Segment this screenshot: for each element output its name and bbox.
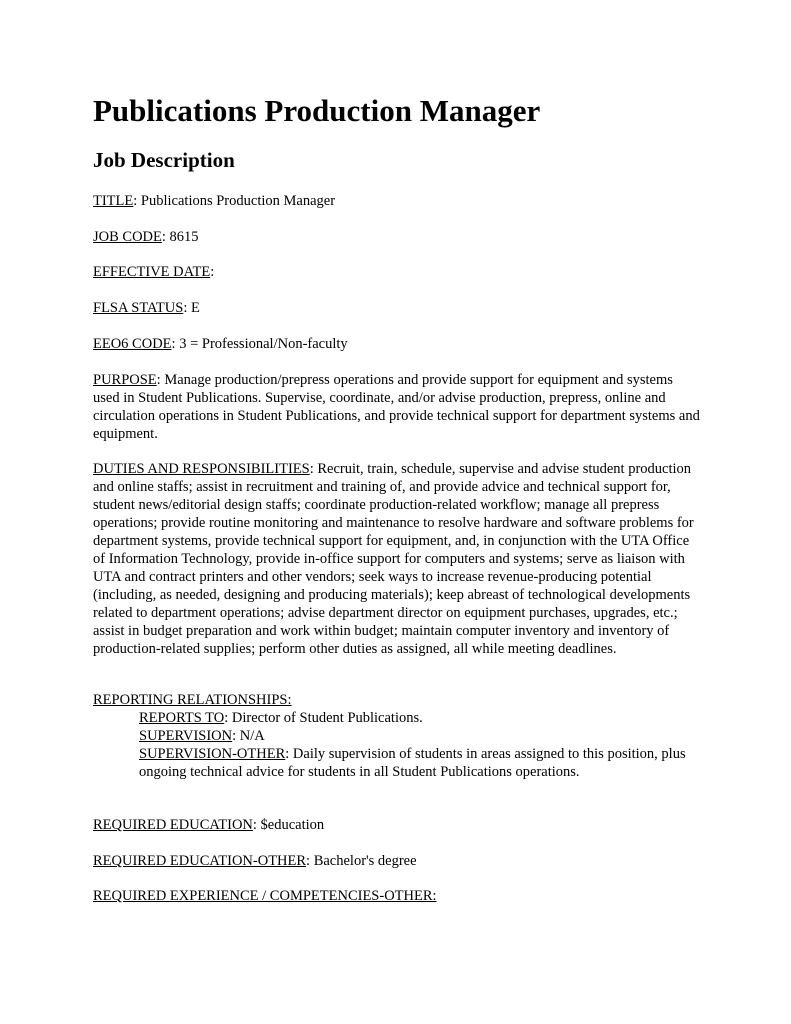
field-effective-date-value: : — [210, 264, 215, 280]
field-required-education-other-value: : Bachelor's degree — [306, 853, 417, 869]
field-required-education-value: : $education — [252, 817, 325, 833]
field-flsa-status-label: FLSA STATUS — [93, 300, 184, 316]
field-flsa-status — [93, 299, 703, 317]
field-eeo6-code — [93, 335, 703, 353]
field-title — [93, 192, 703, 210]
reporting-relationships — [93, 691, 703, 781]
supervision-other — [93, 745, 703, 781]
field-eeo6-code-value: : 3 = Professional/Non-faculty — [171, 336, 348, 352]
field-duties-label: DUTIES AND RESPONSIBILITIES — [93, 461, 310, 477]
reports-to — [93, 709, 703, 727]
reporting-relationships-label: REPORTING RELATIONSHIPS: — [93, 692, 292, 708]
field-eeo6-code-label: EEO6 CODE — [93, 336, 172, 352]
field-required-education-label: REQUIRED EDUCATION — [93, 817, 253, 833]
supervision-label: SUPERVISION — [139, 728, 233, 744]
field-purpose-label: PURPOSE — [93, 372, 157, 388]
field-required-education-other — [93, 852, 703, 870]
field-purpose — [93, 371, 703, 443]
field-required-experience-label: REQUIRED EXPERIENCE / COMPETENCIES-OTHER: — [93, 888, 437, 904]
field-flsa-status-value: : E — [183, 300, 200, 316]
page-subtitle: Job Description — [93, 148, 235, 172]
field-job-code-label: JOB CODE — [93, 229, 162, 245]
field-effective-date-label: EFFECTIVE DATE — [93, 264, 211, 280]
field-duties-value: : Recruit, train, schedule, supervise and advise student production and online staffs; assist in recruitment and training of, and provide advice and technical support for, student news/editorial design staffs; coordinate production-related workflow; manage all prepress operations; provide routine monitoring and maintenance to resolve hardware and software problems for department systems, provide technical support for equipment, and, in conjunction with the UTA Office of Information Technology, provide in-office support for computers and systems; serve as liaison with UTA and contract printers and other vendors; seek ways to increase revenue-producing potential (including, as needed, designing and producing materials); keep abreast of technological developments related to department operations; advise department director on equipment purchases, upgrades, etc.; assist in budget preparation and work within budget; maintain computer inventory and inventory of production-related supplies; perform other duties as assigned, all while meeting deadlines. — [93, 461, 694, 657]
field-required-education — [93, 816, 703, 834]
field-required-education-other-label: REQUIRED EDUCATION-OTHER — [93, 853, 307, 869]
field-required-experience — [93, 887, 703, 905]
supervision-other-label: SUPERVISION-OTHER — [139, 746, 286, 762]
supervision-value: : N/A — [232, 728, 265, 744]
field-duties — [93, 460, 703, 658]
field-purpose-value: : Manage production/prepress operations and provide support for equipment and systems used in Student Publications. Supervise, coordinate, and/or advise production, prepress, online and circulation operations in Student Publications, and provide technical support for department systems and equipment. — [93, 372, 700, 442]
field-job-code — [93, 228, 703, 246]
reports-to-label: REPORTS TO — [139, 710, 225, 726]
field-title-value: : Publications Production Manager — [133, 193, 336, 209]
supervision — [93, 727, 703, 745]
reports-to-value: : Director of Student Publications. — [224, 710, 423, 726]
supervision-other-value: : Daily supervision of students in areas assigned to this position, plus ongoing technical advice for students in all Student Publications operations. — [139, 746, 686, 780]
field-title-label: TITLE — [93, 193, 134, 209]
field-effective-date — [93, 263, 703, 281]
field-job-code-value: : 8615 — [161, 229, 199, 245]
page-title: Publications Production Manager — [93, 93, 541, 128]
